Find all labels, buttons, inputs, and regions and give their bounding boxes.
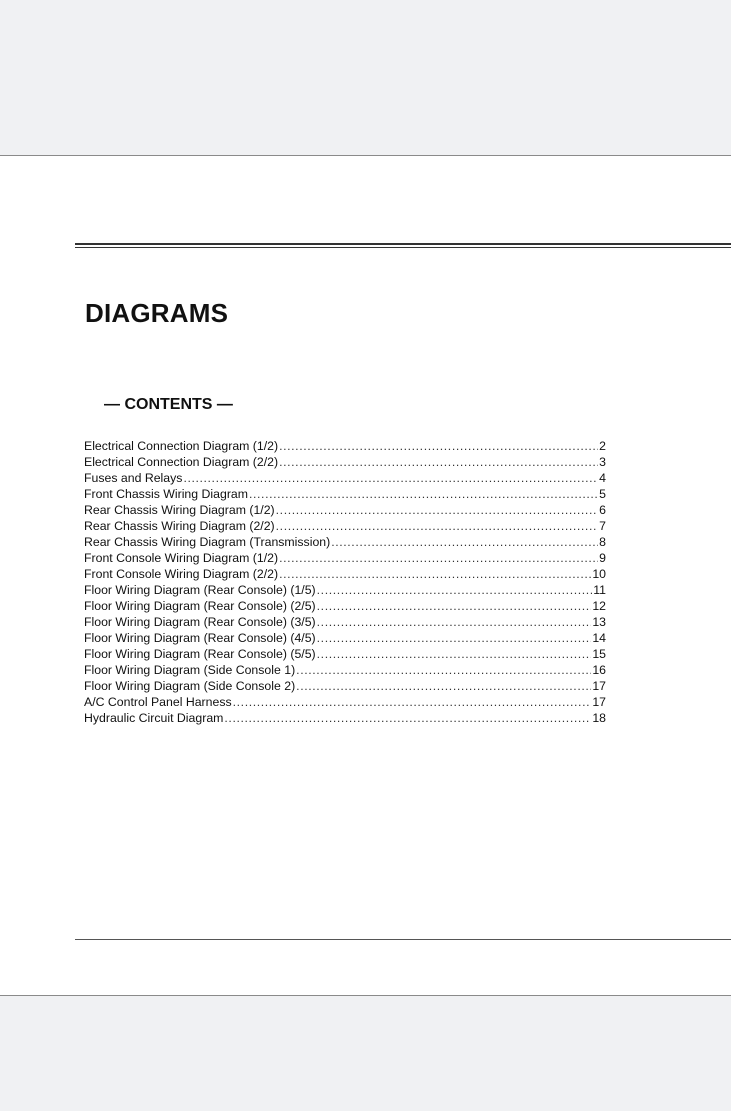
toc-entry[interactable] [84,694,606,710]
toc-entry[interactable] [84,614,606,630]
toc-entry[interactable] [84,630,606,646]
toc-leader-dots [276,518,599,534]
toc-entry-title: Floor Wiring Diagram (Rear Console) (5/5) [84,647,316,661]
toc-entry-page-number: 2 [599,439,606,453]
toc-entry-title: A/C Control Panel Harness [84,695,232,709]
page-title: DIAGRAMS [85,298,229,328]
toc-entry[interactable] [84,502,606,518]
contents-dash-right: — [216,396,233,413]
toc-entry-title: Floor Wiring Diagram (Rear Console) (4/5) [84,631,316,645]
toc-entry-page-number: 9 [599,551,606,565]
toc-entry[interactable] [84,470,606,486]
toc-entry-page-number: 15 [592,647,606,661]
contents-heading [104,396,233,414]
toc-entry-page-number: 7 [599,519,606,533]
toc-entry-page-number: 4 [599,471,606,485]
toc-entry-title: Floor Wiring Diagram (Side Console 2) [84,679,296,693]
toc-entry-page-number: 12 [592,599,606,613]
toc-entry[interactable] [84,662,606,678]
toc-leader-dots [317,614,592,630]
toc-leader-dots [317,646,592,662]
toc-entry[interactable] [84,598,606,614]
toc-entry-title: Rear Chassis Wiring Diagram (Transmission) [84,535,331,549]
toc-entry[interactable] [84,646,606,662]
toc-leader-dots [296,678,591,694]
toc-entry-page-number: 11 [593,583,606,597]
toc-leader-dots [276,502,599,518]
toc-entry[interactable] [84,678,606,694]
toc-entry[interactable] [84,566,606,582]
toc-entry-page-number: 17 [592,679,606,693]
toc-leader-dots [296,662,591,678]
toc-entry-title: Floor Wiring Diagram (Rear Console) (2/5) [84,599,316,613]
toc-entry-title: Front Console Wiring Diagram (2/2) [84,567,279,581]
toc-entry-page-number: 10 [592,567,606,581]
toc-entry-title: Front Console Wiring Diagram (1/2) [84,551,279,565]
toc-entry-page-number: 8 [599,535,606,549]
toc-entry[interactable] [84,710,606,726]
toc-entry[interactable] [84,550,606,566]
toc-entry-title: Front Chassis Wiring Diagram [84,487,248,501]
toc-leader-dots [331,534,598,550]
toc-entry-title: Hydraulic Circuit Diagram [84,711,224,725]
toc-entry-title: Fuses and Relays [84,471,183,485]
toc-entry-page-number: 5 [599,487,606,501]
toc-leader-dots [279,454,598,470]
toc-entry-title: Floor Wiring Diagram (Rear Console) (3/5) [84,615,316,629]
document-page [0,155,731,996]
toc-entry-page-number: 18 [592,711,606,725]
toc-entry-page-number: 6 [599,503,606,517]
toc-entry-title: Floor Wiring Diagram (Rear Console) (1/5) [84,583,316,597]
header-rule [75,243,731,248]
toc-entry-title: Rear Chassis Wiring Diagram (2/2) [84,519,275,533]
toc-leader-dots [233,694,592,710]
toc-entry-title: Electrical Connection Diagram (1/2) [84,439,279,453]
viewer-background-top [0,0,731,155]
toc-entry-title: Electrical Connection Diagram (2/2) [84,455,279,469]
toc-entry-page-number: 14 [592,631,606,645]
contents-dash-left: — [104,396,120,413]
toc-leader-dots [279,550,598,566]
toc-entry-title: Rear Chassis Wiring Diagram (1/2) [84,503,275,517]
toc-leader-dots [183,470,598,486]
footer-rule [75,939,731,940]
toc-leader-dots [249,486,598,502]
toc-entry-title: Floor Wiring Diagram (Side Console 1) [84,663,296,677]
toc-leader-dots [317,630,592,646]
contents-heading-label: CONTENTS [124,396,213,413]
toc-entry[interactable] [84,454,606,470]
toc-entry[interactable] [84,438,606,454]
toc-leader-dots [279,566,591,582]
toc-entry[interactable] [84,582,606,598]
toc-leader-dots [279,438,598,454]
viewer-background-bottom [0,996,731,1111]
toc-entry[interactable] [84,518,606,534]
toc-leader-dots [317,582,593,598]
toc-entry-page-number: 3 [599,455,606,469]
table-of-contents [84,438,606,726]
toc-leader-dots [224,710,591,726]
toc-entry-page-number: 16 [592,663,606,677]
toc-entry[interactable] [84,534,606,550]
toc-leader-dots [317,598,592,614]
toc-entry-page-number: 13 [592,615,606,629]
toc-entry-page-number: 17 [592,695,606,709]
toc-entry[interactable] [84,486,606,502]
